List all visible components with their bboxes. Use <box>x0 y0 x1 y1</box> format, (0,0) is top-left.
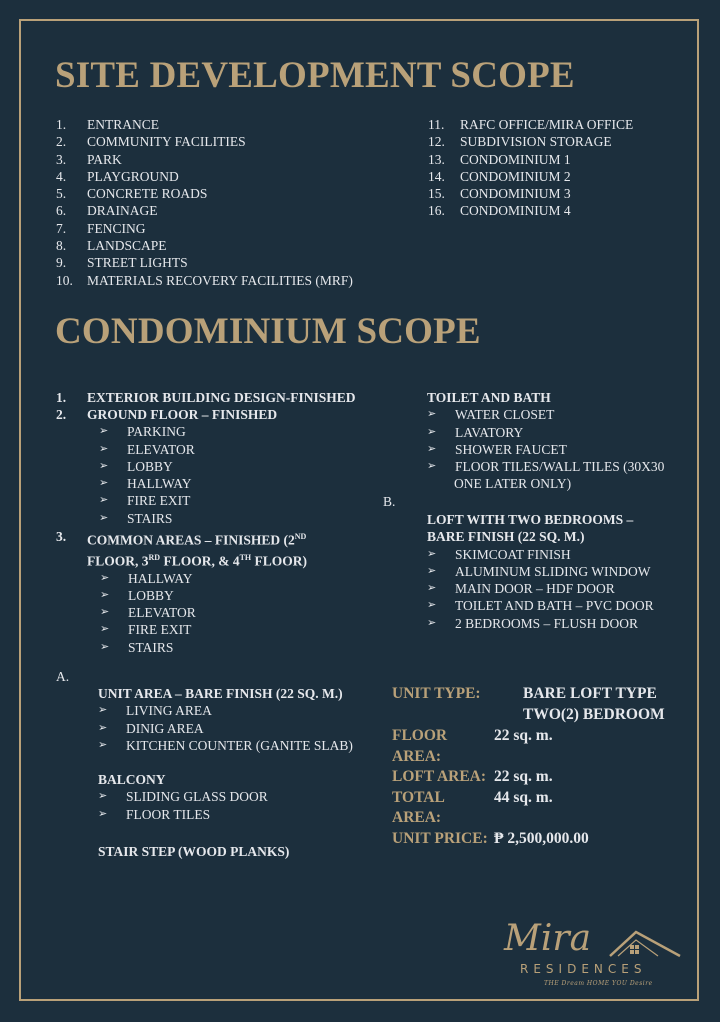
arrow-bullet-icon: ➢ <box>98 807 108 820</box>
sub-item <box>98 720 353 737</box>
arrow-bullet-icon: ➢ <box>427 616 437 629</box>
sub-item-label: ELEVATOR <box>128 605 196 621</box>
list-item <box>428 168 633 185</box>
sub-item-label: 2 BEDROOMS – FLUSH DOOR <box>455 615 639 631</box>
list-item <box>56 254 353 271</box>
item-label: STREET LIGHTS <box>87 255 188 271</box>
spec-label: TOTAL AREA: <box>392 788 444 826</box>
arrow-bullet-icon: ➢ <box>427 547 437 560</box>
sub-item-label: TOILET AND BATH – PVC DOOR <box>455 598 654 614</box>
spec-label: UNIT TYPE: <box>392 685 481 702</box>
item-label: PARK <box>87 151 122 167</box>
arrow-bullet-icon: ➢ <box>99 442 109 455</box>
arrow-bullet-icon: ➢ <box>100 571 110 584</box>
spec-value: ₱ 2,500,000.00 <box>494 829 589 847</box>
marker-a: A. <box>56 669 70 684</box>
ground-floor-sublist <box>99 423 277 527</box>
list-item <box>56 237 353 254</box>
sub-item-label: STAIRS <box>127 510 173 526</box>
item-label: FENCING <box>87 220 146 236</box>
list-item <box>56 220 353 237</box>
site-scope-title: SITE DEVELOPMENT SCOPE <box>55 55 575 96</box>
spec-loft-area <box>392 767 665 788</box>
sub-item <box>427 546 654 563</box>
spec-total-area <box>392 788 665 829</box>
item-label: COMMON AREAS – FINISHED (2ND <box>87 532 307 548</box>
list-item <box>56 151 353 168</box>
item-label: CONDOMINIUM 2 <box>460 168 571 184</box>
sub-item <box>99 441 277 458</box>
list-item <box>56 116 353 133</box>
item-label: CONDOMINIUM 4 <box>460 203 571 219</box>
unit-area-section <box>98 685 353 754</box>
sub-item <box>427 441 664 458</box>
sub-item <box>427 615 654 632</box>
item-label: ENTRANCE <box>87 117 159 132</box>
spec-value: BARE LOFT TYPE <box>523 685 657 702</box>
sub-item-label: FLOOR TILES/WALL TILES (30X30 <box>455 459 665 475</box>
sub-item <box>98 806 268 823</box>
sub-item-label: ALUMINUM SLIDING WINDOW <box>455 563 651 579</box>
condo-scope-title: CONDOMINIUM SCOPE <box>55 311 481 352</box>
arrow-bullet-icon: ➢ <box>100 588 110 601</box>
sub-item-label: LIVING AREA <box>126 703 212 719</box>
sub-item <box>99 423 277 440</box>
item-number: 15. <box>428 186 445 202</box>
sub-item <box>99 475 277 492</box>
sub-item <box>100 604 307 621</box>
list-item <box>56 185 353 202</box>
item-label: MATERIALS RECOVERY FACILITIES (MRF) <box>87 272 353 288</box>
sub-item-label: SLIDING GLASS DOOR <box>126 789 268 805</box>
condo-item-1 <box>56 389 356 406</box>
item-number: 12. <box>428 134 445 150</box>
item-number: 2. <box>56 134 67 150</box>
site-right-list <box>428 116 633 220</box>
spec-floor-area <box>392 726 665 767</box>
item-label: COMMUNITY FACILITIES <box>87 134 246 150</box>
arrow-bullet-icon: ➢ <box>99 511 109 524</box>
item-label: LANDSCAPE <box>87 238 167 254</box>
loft-title-line1: LOFT WITH TWO BEDROOMS – <box>427 512 634 527</box>
arrow-bullet-icon: ➢ <box>98 790 108 803</box>
sub-item <box>100 570 307 587</box>
list-item <box>428 116 633 133</box>
sub-item-label: DINIG AREA <box>126 720 204 736</box>
arrow-bullet-icon: ➢ <box>100 623 110 636</box>
sub-item-label: MAIN DOOR – HDF DOOR <box>455 581 615 597</box>
list-item <box>428 133 633 150</box>
spec-value: 22 sq. m. <box>494 768 553 785</box>
sub-item-label: SKIMCOAT FINISH <box>455 546 571 562</box>
logo-wordmark: Mira <box>504 918 592 959</box>
item-label: DRAINAGE <box>87 203 158 219</box>
arrow-bullet-icon: ➢ <box>427 460 437 473</box>
sub-item-label: LOBBY <box>128 587 174 603</box>
arrow-bullet-icon: ➢ <box>98 704 108 717</box>
unit-area-sublist <box>98 702 353 754</box>
sub-item <box>427 424 664 441</box>
item-number: 6. <box>56 203 67 219</box>
balcony-title: BALCONY <box>98 772 166 787</box>
item-number: 8. <box>56 238 67 254</box>
stair-step-note: STAIR STEP (WOOD PLANKS) <box>98 844 290 859</box>
sub-item-label: WATER CLOSET <box>455 407 555 423</box>
spec-unit-type <box>392 684 665 725</box>
sub-item <box>99 458 277 475</box>
item-label: CONDOMINIUM 1 <box>460 151 571 167</box>
item-number: 13. <box>428 151 445 167</box>
sub-item <box>100 639 307 656</box>
arrow-bullet-icon: ➢ <box>427 582 437 595</box>
arrow-bullet-icon: ➢ <box>427 564 437 577</box>
item-number: 9. <box>56 255 67 271</box>
common-areas-sublist <box>100 570 307 656</box>
unit-specs <box>392 684 665 849</box>
sub-item <box>99 510 277 527</box>
condo-item-2 <box>56 406 277 527</box>
logo-subtitle: RESIDENCES <box>520 962 647 976</box>
arrow-bullet-icon: ➢ <box>99 425 109 438</box>
arrow-bullet-icon: ➢ <box>427 442 437 455</box>
item-label: SUBDIVISION STORAGE <box>460 134 612 150</box>
item-number: 3. <box>56 529 67 544</box>
arrow-bullet-icon: ➢ <box>99 494 109 507</box>
sub-item-label: FIRE EXIT <box>127 493 191 509</box>
spec-unit-price <box>392 829 665 850</box>
sub-item <box>98 737 353 754</box>
item-number: 7. <box>56 220 67 236</box>
sub-item-label: LOBBY <box>127 458 173 474</box>
list-item <box>428 151 633 168</box>
sub-item <box>427 458 664 475</box>
sub-item <box>100 587 307 604</box>
item-number: 4. <box>56 168 67 184</box>
item-label-line2: FLOOR, 3RD FLOOR, & 4TH FLOOR) <box>87 552 308 569</box>
list-item <box>56 168 353 185</box>
spec-label: LOFT AREA: <box>392 768 487 785</box>
sub-item <box>99 492 277 509</box>
list-item <box>428 185 633 202</box>
arrow-bullet-icon: ➢ <box>427 599 437 612</box>
arrow-bullet-icon: ➢ <box>99 477 109 490</box>
arrow-bullet-icon: ➢ <box>100 640 110 653</box>
balcony-section <box>98 771 268 823</box>
item-number: 14. <box>428 168 445 184</box>
item-label: GROUND FLOOR – FINISHED <box>87 407 278 422</box>
sub-item-label: ELEVATOR <box>127 441 195 457</box>
condo-item-3 <box>56 528 307 656</box>
spec-value: 44 sq. m. <box>494 788 553 806</box>
item-label: RAFC OFFICE/MIRA OFFICE <box>460 117 634 132</box>
toilet-bath-title: TOILET AND BATH <box>427 390 551 405</box>
sub-item-label: LAVATORY <box>455 424 524 440</box>
list-item <box>56 133 353 150</box>
item-number: 10. <box>56 272 73 288</box>
item-number: 2. <box>56 407 67 422</box>
arrow-bullet-icon: ➢ <box>99 459 109 472</box>
list-item <box>56 272 353 289</box>
sub-item <box>427 597 654 614</box>
sub-item <box>427 563 654 580</box>
loft-sublist <box>427 546 654 632</box>
floor-tiles-continuation: ONE LATER ONLY) <box>454 476 572 492</box>
list-item <box>56 202 353 219</box>
site-left-list <box>56 116 353 289</box>
sub-item <box>98 702 353 719</box>
spec-value: TWO(2) BEDROOM <box>523 705 665 723</box>
item-number: 5. <box>56 186 67 202</box>
arrow-bullet-icon: ➢ <box>98 738 108 751</box>
item-label: EXTERIOR BUILDING DESIGN-FINISHED <box>87 390 356 405</box>
mira-residences-logo <box>504 918 684 990</box>
item-number: 1. <box>56 390 67 405</box>
item-label: PLAYGROUND <box>87 168 179 184</box>
loft-section <box>427 511 654 632</box>
sub-item <box>427 580 654 597</box>
sub-item-label: STAIRS <box>128 639 174 655</box>
item-label: CONDOMINIUM 3 <box>460 186 571 202</box>
item-label: CONCRETE ROADS <box>87 186 208 202</box>
unit-area-title: UNIT AREA – BARE FINISH (22 SQ. M.) <box>98 686 343 701</box>
sub-item-label: PARKING <box>127 424 186 440</box>
spec-value: 22 sq. m. <box>494 727 553 744</box>
toilet-bath-sublist <box>427 406 664 475</box>
sub-item-label: KITCHEN COUNTER (GANITE SLAB) <box>126 737 353 753</box>
item-number: 16. <box>428 203 445 219</box>
list-item <box>428 202 633 219</box>
balcony-sublist <box>98 788 268 823</box>
toilet-bath-section <box>427 389 664 493</box>
sub-item-label: SHOWER FAUCET <box>455 441 567 457</box>
item-number: 3. <box>56 151 67 167</box>
sub-item-label: HALLWAY <box>127 476 192 492</box>
house-roof-icon <box>608 928 682 958</box>
sub-item-label: FLOOR TILES <box>126 806 211 822</box>
arrow-bullet-icon: ➢ <box>427 408 437 421</box>
arrow-bullet-icon: ➢ <box>98 721 108 734</box>
item-number: 11. <box>428 117 445 132</box>
item-number: 1. <box>56 117 67 132</box>
spec-label: UNIT PRICE: <box>392 829 488 847</box>
spec-label: FLOOR AREA: <box>392 727 448 765</box>
marker-b: B. <box>383 494 396 509</box>
sub-item-label: HALLWAY <box>128 570 193 586</box>
logo-tagline: THE Dream HOME YOU Desire <box>544 980 653 987</box>
loft-title-line2: BARE FINISH (22 SQ. M.) <box>427 529 585 545</box>
arrow-bullet-icon: ➢ <box>100 606 110 619</box>
sub-item <box>98 788 268 805</box>
sub-item <box>100 621 307 638</box>
sub-item <box>427 406 664 423</box>
sub-item-label: FIRE EXIT <box>128 622 192 638</box>
arrow-bullet-icon: ➢ <box>427 425 437 438</box>
